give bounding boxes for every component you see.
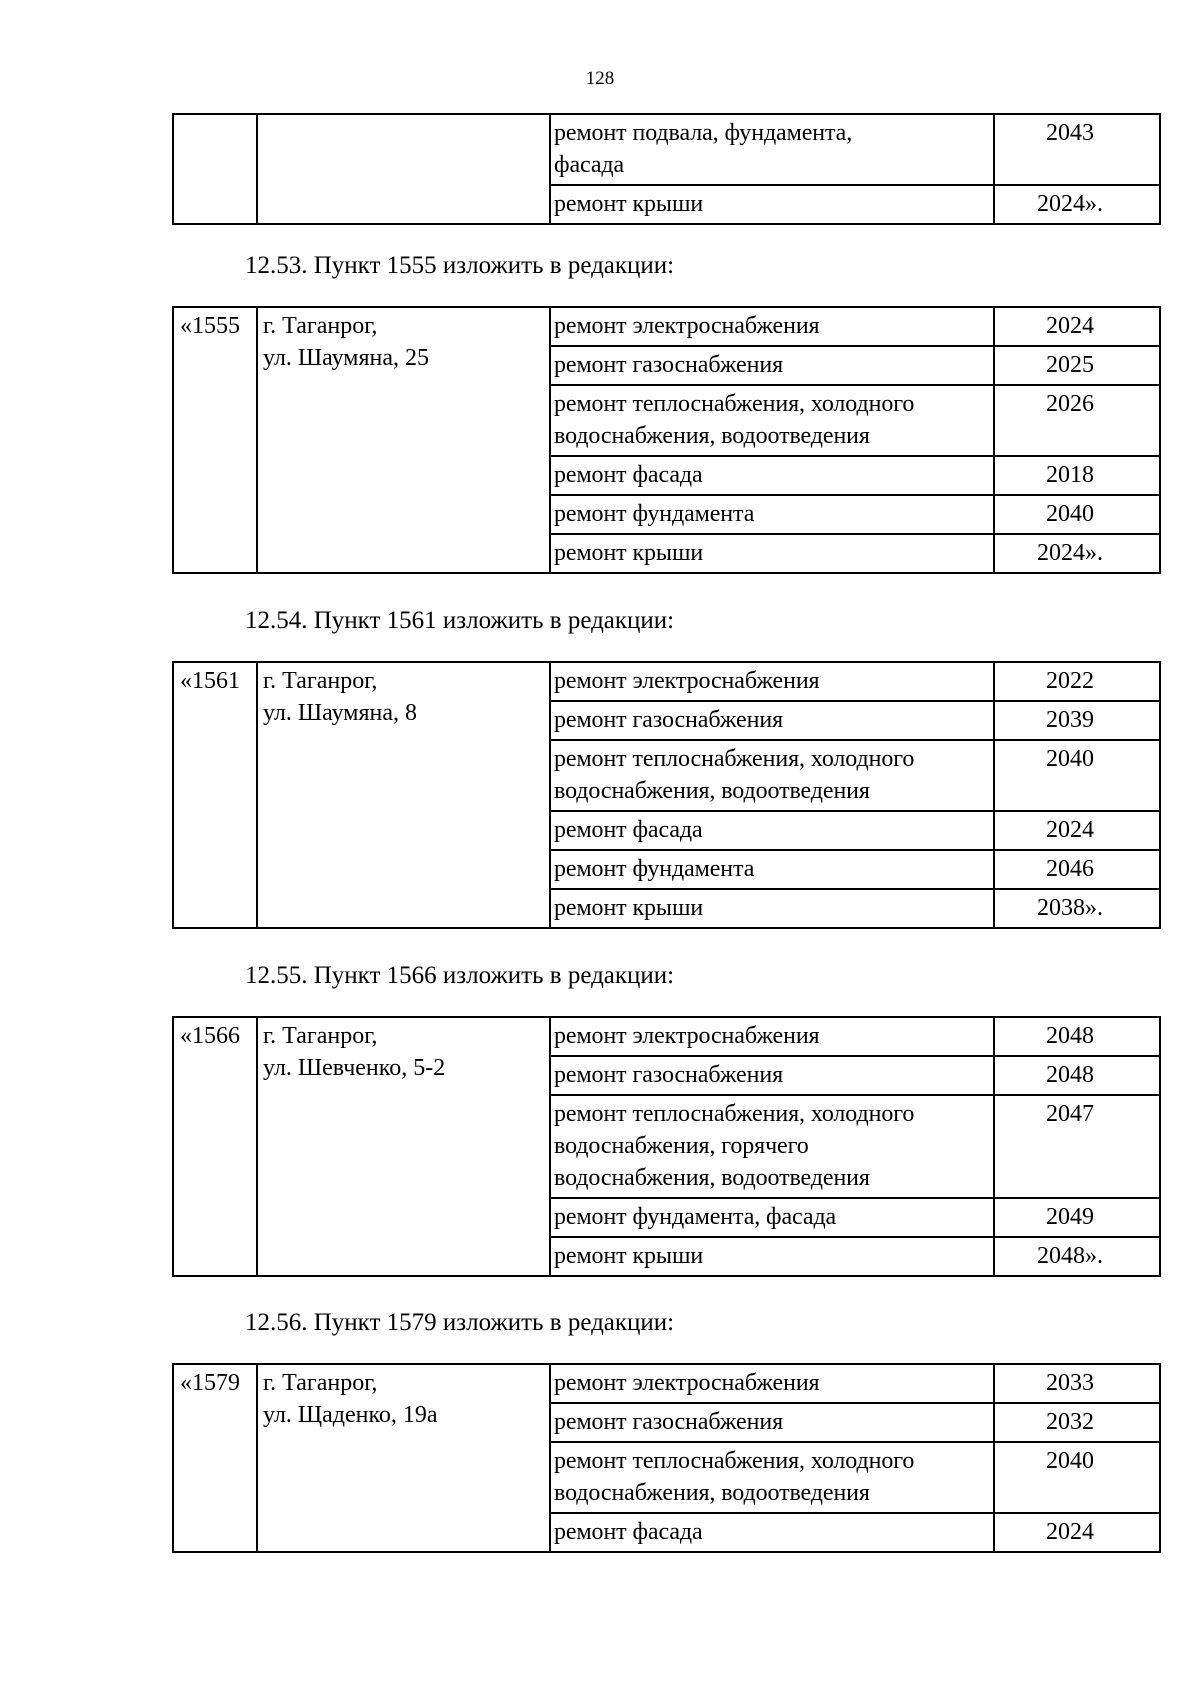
work-type-cell — [550, 1364, 994, 1403]
item-number: «1566 — [180, 1023, 240, 1049]
address-cell — [257, 1017, 550, 1276]
year-cell: 2025 — [994, 346, 1160, 385]
year-cell: 2048 — [994, 1056, 1160, 1095]
year-cell: 2026 — [994, 385, 1160, 456]
table-row — [173, 1017, 1160, 1056]
work-type-cell — [550, 307, 994, 346]
repair-schedule-table — [172, 1363, 1161, 1553]
work-type-line: водоснабжения, водоотведения — [554, 778, 870, 804]
table-row — [173, 662, 1160, 701]
item-number: «1561 — [180, 668, 240, 694]
work-type-line: ремонт электроснабжения — [554, 1370, 820, 1396]
work-type-line: ремонт крыши — [554, 191, 704, 217]
work-type-cell — [550, 114, 994, 185]
year-cell: 2018 — [994, 456, 1160, 495]
address-cell — [257, 662, 550, 928]
year-cell: 2047 — [994, 1095, 1160, 1198]
work-type-cell — [550, 740, 994, 811]
work-type-cell — [550, 1056, 994, 1095]
year-cell: 2040 — [994, 495, 1160, 534]
table-item-1561 — [172, 661, 1153, 929]
work-type-cell — [550, 1403, 994, 1442]
work-type-line: ремонт газоснабжения — [554, 352, 784, 378]
work-type-line: ремонт теплоснабжения, холодного — [554, 391, 915, 417]
table-row — [173, 114, 1160, 185]
work-type-line: ремонт электроснабжения — [554, 1023, 820, 1049]
repair-schedule-table — [172, 1016, 1161, 1277]
item-number-cell — [173, 1364, 257, 1552]
work-type-cell — [550, 662, 994, 701]
work-type-cell — [550, 185, 994, 224]
repair-schedule-table — [172, 661, 1161, 929]
work-type-cell — [550, 811, 994, 850]
work-type-line: ремонт фундамента — [554, 501, 755, 527]
work-type-line: ремонт крыши — [554, 540, 704, 566]
table-item-1555 — [172, 306, 1153, 574]
year-cell: 2039 — [994, 701, 1160, 740]
work-type-cell — [550, 1237, 994, 1276]
table-row — [173, 307, 1160, 346]
year-cell: 2024 — [994, 1513, 1160, 1552]
work-type-line: ремонт газоснабжения — [554, 1409, 784, 1435]
address-line: г. Таганрог, — [263, 1023, 378, 1049]
work-type-line: ремонт газоснабжения — [554, 1062, 784, 1088]
table-item-1579 — [172, 1363, 1153, 1553]
work-type-line: водоснабжения, водоотведения — [554, 423, 870, 449]
work-type-cell — [550, 850, 994, 889]
repair-schedule-table — [172, 113, 1161, 225]
work-type-cell — [550, 385, 994, 456]
work-type-line: водоснабжения, горячего — [554, 1133, 809, 1159]
work-type-line: фасада — [554, 152, 625, 178]
year-cell: 2040 — [994, 740, 1160, 811]
work-type-line: ремонт теплоснабжения, холодного — [554, 1101, 915, 1127]
item-number-cell — [173, 1017, 257, 1276]
work-type-cell — [550, 1017, 994, 1056]
year-cell: 2048 — [994, 1017, 1160, 1056]
work-type-line: ремонт фасада — [554, 1519, 703, 1545]
address-line: ул. Щаденко, 19а — [263, 1402, 438, 1428]
year-cell: 2032 — [994, 1403, 1160, 1442]
item-number: «1555 — [180, 313, 240, 339]
item-number-cell — [173, 307, 257, 573]
work-type-line: ремонт фасада — [554, 817, 703, 843]
address-line: ул. Шевченко, 5-2 — [263, 1055, 446, 1081]
work-type-line: ремонт крыши — [554, 895, 704, 921]
work-type-cell — [550, 1095, 994, 1198]
work-type-cell — [550, 346, 994, 385]
address-cell — [257, 307, 550, 573]
page-number: 128 — [585, 68, 615, 89]
address-line: г. Таганрог, — [263, 668, 378, 694]
year-cell: 2024 — [994, 307, 1160, 346]
year-cell: 2022 — [994, 662, 1160, 701]
work-type-cell — [550, 889, 994, 928]
year-cell: 2033 — [994, 1364, 1160, 1403]
item-number: «1579 — [180, 1370, 240, 1396]
work-type-line: ремонт фундамента — [554, 856, 755, 882]
work-type-line: водоснабжения, водоотведения — [554, 1480, 870, 1506]
work-type-cell — [550, 1513, 994, 1552]
year-cell: 2048». — [994, 1237, 1160, 1276]
work-type-line: ремонт фасада — [554, 462, 703, 488]
work-type-cell — [550, 701, 994, 740]
year-cell: 2049 — [994, 1198, 1160, 1237]
table-item-1566 — [172, 1016, 1153, 1277]
year-cell: 2046 — [994, 850, 1160, 889]
work-type-line: ремонт электроснабжения — [554, 313, 820, 339]
work-type-line: ремонт теплоснабжения, холодного — [554, 746, 915, 772]
year-cell: 2040 — [994, 1442, 1160, 1513]
year-cell: 2024». — [994, 185, 1160, 224]
item-number-cell — [173, 114, 257, 224]
address-line: ул. Шаумяна, 25 — [263, 345, 429, 371]
section-heading-12-56: 12.56. Пункт 1579 изложить в редакции: — [245, 1309, 675, 1336]
work-type-cell — [550, 456, 994, 495]
year-cell: 2038». — [994, 889, 1160, 928]
work-type-line: ремонт газоснабжения — [554, 707, 784, 733]
address-line: г. Таганрог, — [263, 1370, 378, 1396]
work-type-cell — [550, 495, 994, 534]
section-heading-12-54: 12.54. Пункт 1561 изложить в редакции: — [245, 607, 675, 634]
address-line: г. Таганрог, — [263, 313, 378, 339]
address-cell — [257, 114, 550, 224]
work-type-line: ремонт крыши — [554, 1243, 704, 1269]
repair-schedule-table — [172, 306, 1161, 574]
work-type-line: ремонт теплоснабжения, холодного — [554, 1448, 915, 1474]
work-type-cell — [550, 1198, 994, 1237]
address-cell — [257, 1364, 550, 1552]
work-type-cell — [550, 1442, 994, 1513]
work-type-line: ремонт подвала, фундамента, — [554, 120, 853, 146]
table-row — [173, 1364, 1160, 1403]
year-cell: 2024». — [994, 534, 1160, 573]
section-heading-12-55: 12.55. Пункт 1566 изложить в редакции: — [245, 962, 675, 989]
work-type-cell — [550, 534, 994, 573]
year-cell: 2024 — [994, 811, 1160, 850]
work-type-line: ремонт фундамента, фасада — [554, 1204, 837, 1230]
section-heading-12-53: 12.53. Пункт 1555 изложить в редакции: — [245, 252, 675, 279]
work-type-line: водоснабжения, водоотведения — [554, 1165, 870, 1191]
year-cell: 2043 — [994, 114, 1160, 185]
work-type-line: ремонт электроснабжения — [554, 668, 820, 694]
item-number-cell — [173, 662, 257, 928]
address-line: ул. Шаумяна, 8 — [263, 700, 417, 726]
continuation-table — [172, 113, 1153, 225]
